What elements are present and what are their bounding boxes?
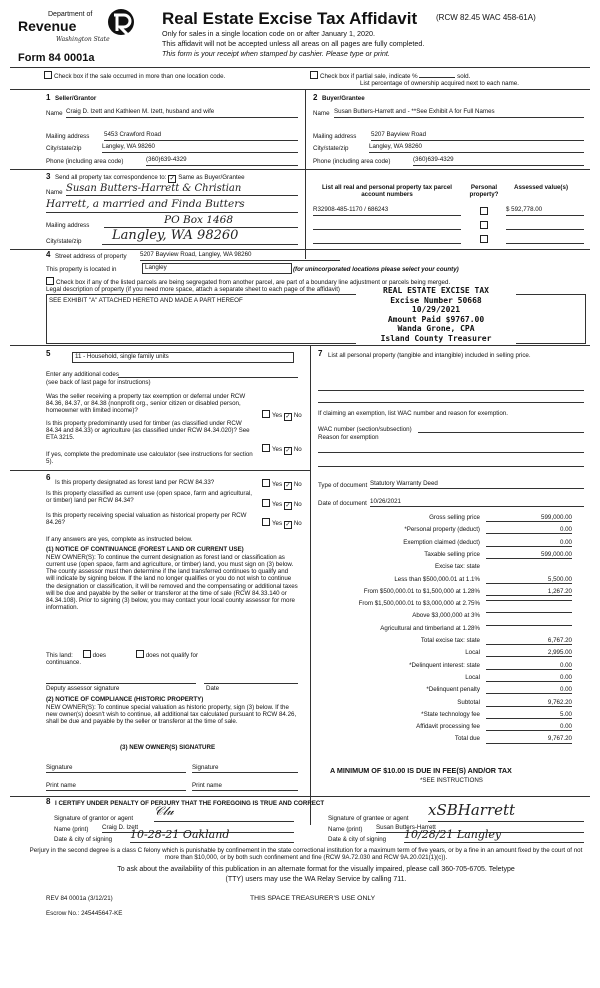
unincorporated-note: (for unincorporated locations please select your county) — [293, 266, 459, 273]
grantor-name-label: Name (print) — [54, 826, 89, 833]
corr-name-hw-1[interactable]: Susan Butters-Harrett & Christian — [66, 183, 298, 196]
personal-property-checkbox-2[interactable] — [480, 221, 488, 229]
notice-1-title: (1) NOTICE OF CONTINUANCE (FOREST LAND OR CURRENT USE) — [46, 546, 244, 553]
calc-row — [312, 674, 572, 684]
calc-value[interactable] — [486, 625, 572, 626]
doc-date-label: Date of document — [318, 500, 367, 507]
additional-codes-sub: (see back of last page for instructions) — [46, 379, 151, 386]
calc-row — [312, 551, 572, 561]
dor-logo-text-2: Revenue — [18, 18, 77, 34]
buyer-city-field[interactable] — [369, 143, 584, 153]
corr-city-hw[interactable]: Langley, WA 98260 — [102, 229, 298, 245]
calc-label: Agricultural and timberland at 1.28% — [380, 624, 480, 632]
calc-row — [312, 711, 572, 721]
grantee-date-field[interactable]: 10/28/21 Langley — [404, 829, 584, 843]
exemption-claim-label: If claiming an exemption, list WAC number and reason for exemption. — [318, 410, 508, 417]
calc-value[interactable]: 0.00 — [486, 723, 572, 731]
multi-location-label: Check box if the sale occurred in more than one location code. — [54, 73, 226, 80]
wac-field[interactable] — [418, 424, 584, 433]
seller-mailing-label: Mailing address — [46, 133, 90, 140]
additional-codes-label: Enter any additional codes — [46, 371, 119, 378]
assessed-value-field-2[interactable] — [506, 220, 584, 230]
header-note-3: This form is your receipt when stamped by cashier. Please type or print. — [162, 49, 390, 58]
wac-label: WAC number (section/subsection) — [318, 426, 412, 433]
notice-1-body: NEW OWNER(S): To continue the current designation as forest land or classification as current use (open space, farm and agriculture, or timber) land, you must sign on (3) below. The county assessor must then determine if the land transferred continues to qualify and will indicate by signing below. If the land no longer qualifies or you do not wish to continue the designation or classification, it will be removed and the compensating or additional taxes will be due and payable by the seller or transferor at the time of sale (RCW 84.33.140 or 84.34.108). Prior to signing (3) below, you may contact your local county assessor for more information. — [46, 554, 298, 611]
rcw-reference: (RCW 82.45 WAC 458-61A) — [436, 13, 536, 22]
section-8-number: 8 — [46, 797, 51, 806]
calc-value[interactable]: 5.00 — [486, 711, 572, 719]
assessed-value-value: $ 592,778.00 — [506, 206, 543, 213]
partial-sale-checkbox-row[interactable] — [310, 71, 470, 80]
does-label: does — [92, 652, 106, 659]
this-land-row — [46, 650, 198, 659]
form-number: Form 84 0001a — [18, 52, 95, 64]
timber-no-checkbox[interactable] — [284, 447, 292, 455]
parcel-number-value: R32908-485-1170 / 686243 — [313, 206, 389, 213]
doc-type-field[interactable] — [370, 480, 584, 489]
grantee-name-value: Susan Butters-Harrett — [376, 824, 436, 831]
doc-date-field[interactable] — [370, 498, 584, 507]
minimum-due-notice: A MINIMUM OF $10.00 IS DUE IN FEE(S) AND/OR TAX — [330, 766, 512, 775]
header-note-2: This affidavit will not be accepted unless all areas on all pages are fully completed. — [162, 39, 425, 48]
corr-mailing-label: Mailing address — [46, 222, 90, 229]
forest-answer[interactable] — [262, 479, 302, 490]
calc-value[interactable]: 0.00 — [486, 686, 572, 694]
timber-yes-label: Yes — [272, 446, 283, 453]
corr-name-hw-2[interactable]: Harrett, a married and Finda Butters — [46, 198, 298, 213]
seller-mailing-value: 5453 Crawford Road — [104, 131, 162, 138]
seller-heading: Seller/Grantor — [55, 95, 97, 102]
does-checkbox[interactable] — [83, 650, 91, 658]
calc-label: Taxable selling price — [424, 550, 480, 558]
section-3-number: 3 — [46, 172, 51, 181]
forest-question: Is this property designated as forest land per RCW 84.33? — [55, 479, 215, 486]
street-field[interactable] — [140, 251, 340, 261]
historic-no-checkbox[interactable] — [284, 521, 292, 529]
section-2-number: 2 — [313, 93, 318, 102]
calc-row — [312, 526, 572, 536]
historic-answer[interactable] — [262, 518, 302, 529]
section-4-number: 4 — [46, 250, 51, 259]
calc-row — [312, 686, 572, 696]
seller-phone-field[interactable] — [146, 156, 298, 166]
street-value: 5207 Bayview Road, Langley, WA 98260 — [140, 251, 252, 258]
calc-label: *State technology fee — [421, 710, 480, 718]
additional-codes-field[interactable] — [118, 369, 298, 378]
calc-value[interactable]: 5,500.00 — [486, 576, 572, 584]
grantor-name-value: Craig D. Izett — [102, 824, 139, 831]
calc-label: Above $3,000,000 at 3% — [412, 612, 480, 620]
treasurer-use-only: THIS SPACE TREASURER'S USE ONLY — [250, 895, 376, 902]
buyer-mailing-label: Mailing address — [313, 133, 357, 140]
buyer-name-label: Name — [313, 110, 330, 117]
grantee-sig-label: Signature of grantee or agent — [328, 815, 409, 822]
land-use-value: 11 - Household, single family units — [75, 353, 169, 360]
calc-row — [312, 723, 572, 733]
historic-question: Is this property receiving special valuation as historical property per RCW 84.26? — [46, 512, 247, 527]
calc-row — [312, 625, 572, 635]
parcel-number-field[interactable] — [313, 206, 461, 216]
seller-name-field[interactable] — [66, 108, 298, 118]
partial-sale-checkbox[interactable] — [310, 71, 318, 79]
exemption-no-label: No — [293, 412, 302, 419]
calc-row — [312, 514, 572, 524]
current-use-answer[interactable] — [262, 499, 302, 510]
current-use-no-label: No — [293, 501, 302, 508]
grantee-name-label: Name (print) — [328, 826, 363, 833]
calc-label: Excise tax: state — [434, 563, 480, 571]
correspondence-label — [55, 174, 245, 183]
buyer-name-value: Susan Butters-Harrett and - **See Exhibit A for Full Names — [334, 108, 495, 115]
accessibility-line-2: (TTY) users may use the WA Relay Service by calling 711. — [225, 876, 407, 883]
corr-city-label: City/state/zip — [46, 238, 82, 245]
buyer-phone-value: (360)639-4329 — [413, 156, 454, 163]
timber-no-label: No — [293, 446, 302, 453]
located-select[interactable] — [142, 263, 292, 274]
partial-sale-label: Check box if partial sale, indicate % — [320, 73, 418, 80]
section-7-number: 7 — [318, 349, 323, 358]
escrow-number: Escrow No.: 245445647-KE — [46, 910, 123, 917]
rev-number: REV 84 0001a (3/12/21) — [46, 895, 113, 902]
calc-row — [312, 539, 572, 549]
exemption-question: Was the seller receiving a property tax exemption or deferral under RCW 84.36, 84.37, or 84.38 (nonprofit org., senior citizen or disabled person, homeowner with limited income)? — [46, 393, 246, 415]
same-as-buyer-label: Same as Buyer/Grantee — [178, 174, 245, 181]
calc-value[interactable]: 599,000.00 — [486, 551, 572, 559]
dor-logo-text-3: Washington State — [56, 36, 110, 43]
same-as-buyer-checkbox[interactable] — [168, 175, 176, 183]
deputy-signature-label: Deputy assessor signature — [46, 685, 120, 692]
timber-question: Is this property predominantly used for timber (as classified under RCW 84.34 and 84.33) or agriculture (as classified under RCW 84.34.020)? See ETA 3215. — [46, 420, 250, 442]
correspondence-text: Send all property tax correspondence to: — [55, 174, 167, 181]
calc-value[interactable]: 1,267.20 — [486, 588, 572, 596]
does-not-label: does not qualify for — [145, 652, 199, 659]
parcel-number-field-3[interactable] — [313, 234, 461, 244]
grantee-date-label: Date & city of signing — [328, 836, 387, 843]
calc-row — [312, 576, 572, 586]
boundary-checkbox-row[interactable] — [46, 277, 450, 286]
doc-date-value: 10/26/2021 — [370, 498, 401, 505]
this-land-label: This land: — [46, 652, 73, 659]
notice-2-body: NEW OWNER(S): To continue special valuation as historic property, sign (3) below. If the new owner(s) doesn't wish to continue, all additional tax calculated pursuant to RCW 84.26, shall be due and payable by the seller or transferor at the time of sale. — [46, 704, 297, 726]
calc-row — [312, 649, 572, 659]
grantor-date-label: Date & city of signing — [54, 836, 113, 843]
boundary-label: Check box if any of the listed parcels are being segregated from another parcel, are part of a boundary line adjustment or parcels being merged. — [56, 279, 451, 286]
multi-location-checkbox[interactable] — [44, 71, 52, 79]
dor-logo — [18, 6, 130, 48]
stamp-line-2: Excise Number 50668 — [390, 295, 482, 305]
personal-property-checkbox-1[interactable] — [480, 207, 488, 215]
calc-label: *Delinquent penalty — [426, 686, 480, 694]
seller-mailing-field[interactable] — [104, 131, 298, 141]
deputy-date-label: Date — [206, 685, 220, 692]
parcel-col-header: List all real and personal property tax parcel account numbers — [322, 184, 452, 199]
new-owner-signature-2[interactable]: Signature — [192, 764, 219, 771]
calc-label: Total due — [454, 735, 480, 743]
calc-value[interactable]: 6,767.20 — [486, 637, 572, 645]
perjury-notice: Perjury in the second degree is a class C felony which is punishable by confinement in the state correctional institution for a maximum term of five years, or by a fine in an amount fixed by the court of not more than $10,000, or by both such confinement and fine (RCW 9A.72.030 and RCW 9A.20.021(1)(c)). — [29, 847, 583, 862]
header-note-1: Only for sales in a single location code on or after January 1, 2020. — [162, 29, 375, 38]
calc-label: Local — [465, 673, 480, 681]
section-1-number: 1 — [46, 93, 51, 102]
calc-label: Affidavit processing fee — [416, 723, 480, 731]
calc-value[interactable] — [486, 612, 572, 613]
seller-city-label: City/state/zip — [46, 145, 82, 152]
current-use-yes-label: Yes — [272, 501, 283, 508]
calc-row — [312, 662, 572, 672]
grantee-signature[interactable]: xSBHarrett — [428, 802, 584, 822]
historic-yes-label: Yes — [272, 520, 283, 527]
calc-value[interactable]: 599,000.00 — [486, 514, 572, 522]
buyer-mailing-field[interactable] — [371, 131, 584, 141]
buyer-phone-field[interactable] — [413, 156, 584, 166]
calc-label: Total excise tax: state — [420, 637, 480, 644]
current-use-no-checkbox[interactable] — [284, 502, 292, 510]
personal-property-checkbox-3[interactable] — [480, 235, 488, 243]
certify-statement: I CERTIFY UNDER PENALTY OF PERJURY THAT THE FOREGOING IS TRUE AND CORRECT — [55, 800, 325, 807]
section-6-number: 6 — [46, 473, 51, 482]
forest-yes-label: Yes — [272, 481, 283, 488]
seller-phone-label: Phone (including area code) — [46, 158, 124, 165]
calc-row — [312, 588, 572, 598]
forest-no-checkbox[interactable] — [284, 482, 292, 490]
buyer-name-field[interactable] — [334, 108, 584, 118]
exemption-answer[interactable] — [262, 410, 302, 421]
continuance-label: continuance. — [46, 659, 82, 666]
calc-label: From $500,000.01 to $1,500,000 at 1.28% — [363, 587, 480, 595]
stamp-line-3: 10/29/2021 — [411, 305, 461, 315]
accessibility-line-1: To ask about the availability of this publication in an alternate format for the visually impaired, please call 360-705-6705. Teletype — [117, 866, 515, 873]
seller-city-value: Langley, WA 98260 — [102, 143, 155, 150]
calc-label: *Delinquent interest: state — [409, 661, 480, 669]
excise-stamp — [356, 286, 516, 344]
new-owner-signature-1[interactable]: Signature — [46, 764, 73, 771]
stamp-line-1: REAL ESTATE EXCISE TAX — [383, 286, 489, 295]
calc-row — [312, 600, 572, 610]
exemption-no-checkbox[interactable] — [284, 413, 292, 421]
dor-logo-mark-icon — [106, 6, 136, 38]
new-owner-print-2[interactable]: Print name — [192, 782, 222, 789]
buyer-phone-label: Phone (including area code) — [313, 158, 391, 165]
timber-answer[interactable] — [262, 444, 302, 455]
page-title: Real Estate Excise Tax Affidavit — [162, 9, 418, 28]
notice-2-title: (2) NOTICE OF COMPLIANCE (HISTORIC PROPERTY) — [46, 696, 204, 703]
partial-sale-sold: sold. — [457, 73, 471, 80]
section-5-number: 5 — [46, 349, 51, 358]
grantor-date-field[interactable]: 10-28-21 Oakland — [130, 829, 294, 843]
doc-type-label: Type of document — [318, 482, 368, 489]
answers-note: If any answers are yes, complete as instructed below. — [46, 536, 193, 543]
buyer-city-value: Langley, WA 98260 — [369, 143, 422, 150]
boundary-checkbox[interactable] — [46, 277, 54, 285]
buyer-heading: Buyer/Grantee — [322, 95, 365, 102]
calc-row — [312, 699, 572, 709]
seller-name-label: Name — [46, 110, 63, 117]
calc-row — [312, 637, 572, 647]
current-use-yes-checkbox[interactable] — [262, 499, 270, 507]
calc-label: Local — [465, 649, 480, 657]
calc-value[interactable] — [486, 600, 572, 601]
buyer-city-label: City/state/zip — [313, 145, 349, 152]
historic-no-label: No — [293, 520, 302, 527]
personal-col-header: Personal property? — [469, 184, 499, 199]
calc-value[interactable]: 9,767.20 — [486, 735, 572, 743]
calc-label: Gross selling price — [429, 514, 480, 521]
current-use-question: Is this property classified as current use (open space, farm and agricultural, or timber) land per RCW 84.34? — [46, 490, 253, 505]
calc-row — [312, 735, 572, 745]
multi-location-checkbox-row[interactable] — [44, 71, 225, 80]
seller-name-value: Craig D. Izett and Kathleen M. Izett, husband and wife — [66, 108, 215, 115]
calc-value[interactable]: 0.00 — [486, 662, 572, 670]
ownership-note: List percentage of ownership acquired next to each name. — [360, 80, 519, 87]
calc-value[interactable]: 0.00 — [486, 526, 572, 534]
calc-value[interactable]: 9,762.20 — [486, 699, 572, 707]
calc-value[interactable]: 0.00 — [486, 674, 572, 682]
seller-city-field[interactable] — [102, 143, 298, 153]
does-not-checkbox[interactable] — [136, 650, 144, 658]
personal-property-label: List all personal property (tangible and intangible) included in selling price. — [328, 352, 531, 359]
calc-row — [312, 612, 572, 622]
street-label: Street address of property — [55, 253, 127, 260]
land-use-select[interactable] — [72, 352, 294, 363]
forest-yes-checkbox[interactable] — [262, 479, 270, 487]
seller-phone-value: (360)639-4329 — [146, 156, 187, 163]
new-owner-print-1[interactable]: Print name — [46, 782, 76, 789]
forest-no-label: No — [293, 481, 302, 488]
grantor-sig-label: Signature of grantor or agent — [54, 815, 134, 822]
timber-yes-checkbox[interactable] — [262, 444, 270, 452]
historic-yes-checkbox[interactable] — [262, 518, 270, 526]
located-value: Langley — [145, 264, 167, 271]
located-label: This property is located in — [46, 266, 117, 273]
doc-type-value: Statutory Warranty Deed — [370, 480, 438, 487]
exemption-yes-label: Yes — [272, 412, 283, 419]
stamp-line-5: Wanda Grone, CPA — [397, 324, 475, 334]
assessed-value-field-3[interactable] — [506, 234, 584, 244]
reason-label: Reason for exemption — [318, 434, 379, 441]
calc-label: Less than $500,000.01 at 1.1% — [394, 575, 480, 583]
legal-label: Legal description of property (if you need more space, attach a separate sheet to each page of the affidavit) — [46, 286, 340, 293]
notice-3-title: (3) NEW OWNER(S) SIGNATURE — [120, 744, 216, 751]
calc-value[interactable]: 0.00 — [486, 539, 572, 547]
see-instructions: *SEE INSTRUCTIONS — [420, 777, 483, 784]
calc-label: *Personal property (deduct) — [404, 526, 480, 534]
stamp-line-6: Island County Treasurer — [380, 333, 492, 343]
assessed-col-header: Assessed value(s) — [514, 184, 568, 191]
timber-note: If yes, complete the predominate use calculator (see instructions for section 5). — [46, 451, 253, 466]
assessed-value-field[interactable] — [506, 206, 584, 216]
stamp-line-4: Amount Paid $9767.00 — [387, 314, 485, 324]
parcel-number-field-2[interactable] — [313, 220, 461, 230]
buyer-mailing-value: 5207 Bayview Road — [371, 131, 427, 138]
calc-label: Subtotal — [457, 698, 480, 706]
calc-label: From $1,500,000.01 to $3,000,000 at 2.75% — [358, 600, 480, 608]
legal-description-value: SEE EXHIBIT "A" ATTACHED HERETO AND MADE A PART HEREOF — [49, 297, 243, 304]
corr-mailing-hw[interactable]: PO Box 1468 — [104, 214, 298, 228]
exemption-yes-checkbox[interactable] — [262, 410, 270, 418]
calc-label: Exemption claimed (deduct) — [403, 538, 480, 546]
grantor-signature[interactable]: 𝒞𝓁𝓊 — [154, 805, 294, 822]
calc-row — [312, 563, 572, 573]
calc-value[interactable]: 2,995.00 — [486, 649, 572, 657]
corr-name-label: Name — [46, 189, 63, 196]
dor-logo-text-1: Department of — [48, 11, 93, 18]
